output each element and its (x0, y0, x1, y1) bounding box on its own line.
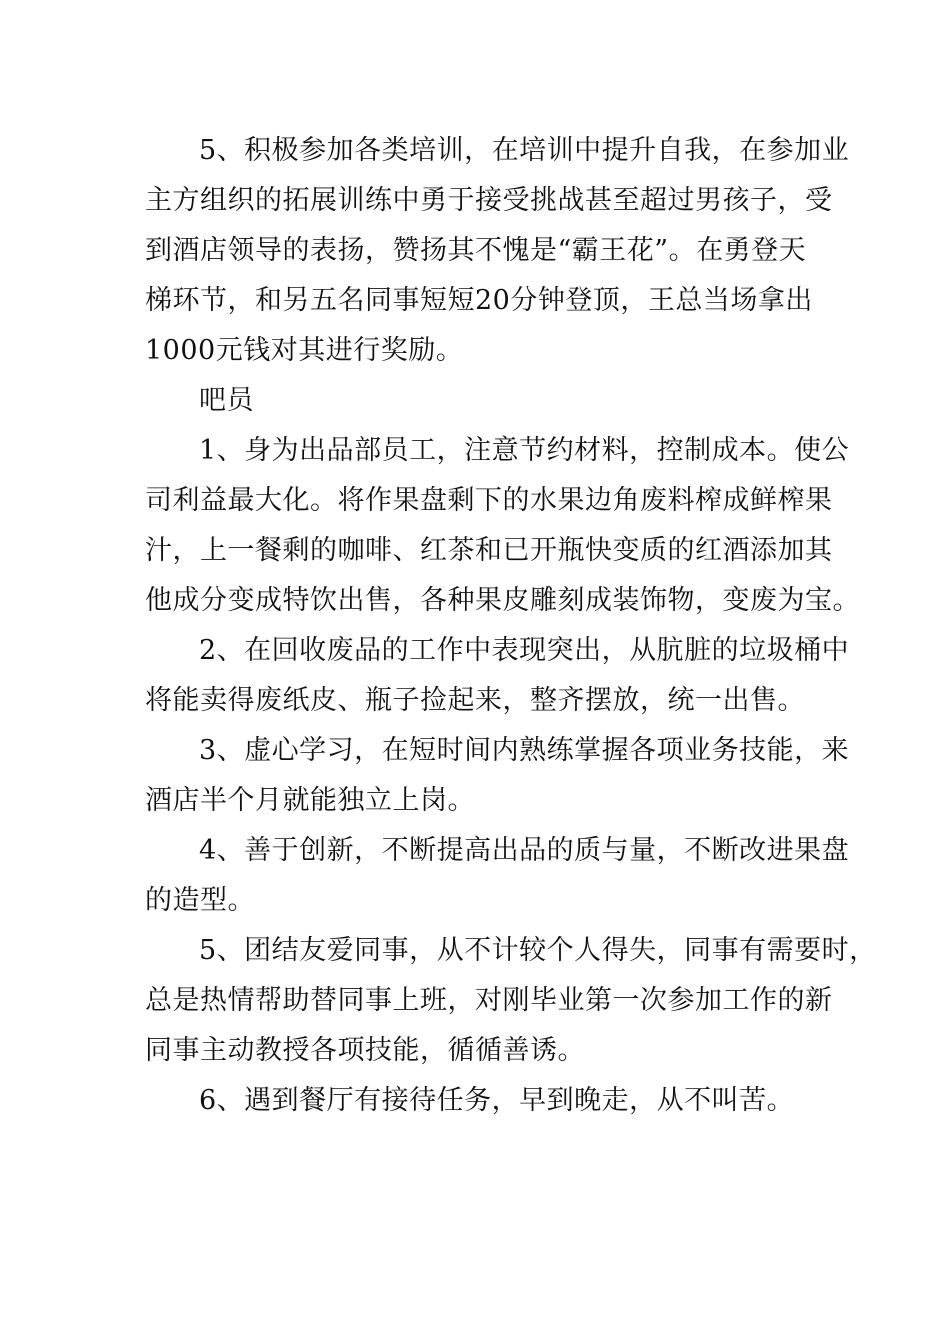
text-line: 汁，上一餐剩的咖啡、红茶和已开瓶快变质的红酒添加其 (145, 535, 833, 566)
text-line: 梯环节，和另五名同事短短20分钟登顶，王总当场拿出 (145, 285, 813, 316)
document-body (145, 126, 877, 1126)
text-line: 2、在回收废品的工作中表现突出，从肮脏的垃圾桶中 (199, 635, 850, 666)
text-line: 酒店半个月就能独立上岗。 (145, 785, 475, 816)
text-line: 1、身为出品部员工，注意节约材料，控制成本。使公 (199, 435, 850, 466)
text-line: 6、遇到餐厅有接待任务，早到晚走，从不叫苦。 (199, 1085, 795, 1116)
text-line: 司利益最大化。将作果盘剩下的水果边角废料榨成鲜榨果 (145, 485, 833, 516)
text-line: 主方组织的拓展训练中勇于接受挑战甚至超过男孩子，受 (145, 185, 833, 216)
text-line: 总是热情帮助替同事上班，对刚毕业第一次参加工作的新 (145, 985, 833, 1016)
text-line: 到酒店领导的表扬，赞扬其不愧是“霸王花”。在勇登天 (145, 235, 807, 266)
section-heading: 吧员 (199, 385, 254, 416)
text-line: 的造型。 (145, 885, 255, 916)
text-line: 5、积极参加各类培训，在培训中提升自我，在参加业 (199, 135, 850, 166)
text-line: 1000元钱对其进行奖励。 (145, 335, 464, 366)
text-line: 5、团结友爱同事，从不计较个人得失，同事有需要时， (199, 935, 877, 966)
text-line: 他成分变成特饮出售，各种果皮雕刻成装饰物，变废为宝。 (145, 585, 860, 616)
text-line: 3、虚心学习，在短时间内熟练掌握各项业务技能，来 (199, 735, 850, 766)
text-line: 将能卖得废纸皮、瓶子捡起来，整齐摆放，统一出售。 (145, 685, 805, 716)
text-line: 同事主动教授各项技能，循循善诱。 (145, 1035, 585, 1066)
text-line: 4、善于创新，不断提高出品的质与量，不断改进果盘 (199, 835, 850, 866)
